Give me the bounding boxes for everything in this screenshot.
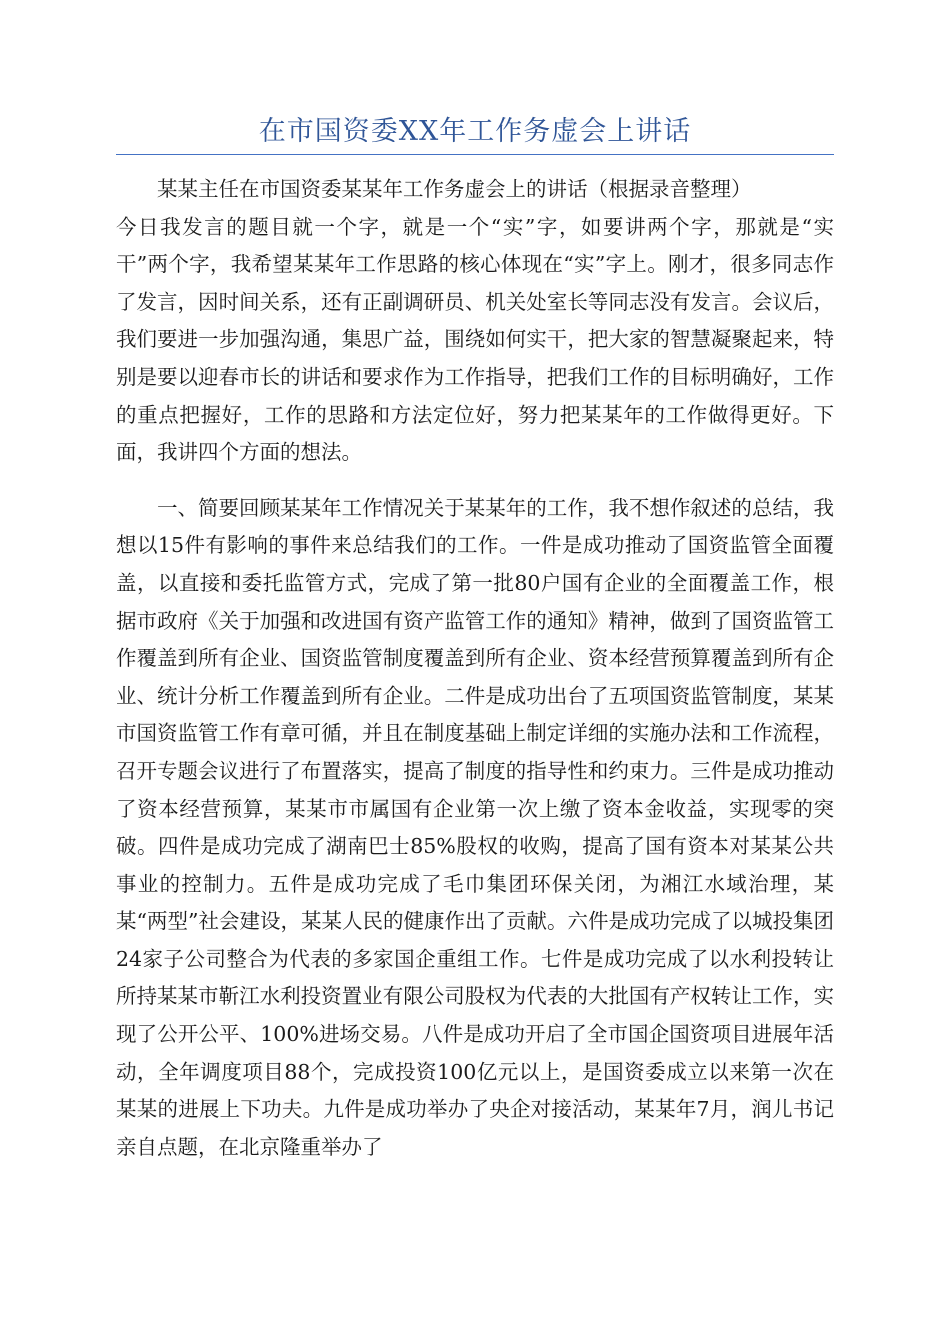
title-underline	[116, 154, 834, 155]
body-paragraph-heading: 某某主任在市国资委某某年工作务虚会上的讲话（根据录音整理）	[157, 177, 752, 201]
body-paragraph-intro: 今日我发言的题目就一个字，就是一个“实”字，如要讲两个字，那就是“实干”两个字，我希望某某年工作思路的核心体现在“实”字上。刚才，很多同志作了发言，因时间关系，还有正副调研员、机关处室长等同志没有发言。会议后，我们要进一步加强沟通，集思广益，围绕如何实干，把大家的智慧凝聚起来，特别是要以迎春市长的讲话和要求作为工作指导，把我们工作的目标明确好，工作的重点把握好，工作的思路和方法定位好，努力把某某年的工作做得更好。下面，我讲四个方面的想法。	[116, 214, 834, 465]
document-title: 在市国资委XX年工作务虚会上讲话	[258, 116, 692, 147]
body-paragraph-review: 一、简要回顾某某年工作情况关于某某年的工作，我不想作叙述的总结，我想以15件有影响的事件来总结我们的工作。一件是成功推动了国资监管全面覆盖，以直接和委托监管方式，完成了第一批80户国有企业的全面覆盖工作，根据市政府《关于加强和改进国有资产监管工作的通知》精神，做到了国资监管工作覆盖到所有企业、国资监管制度覆盖到所有企业、资本经营预算覆盖到所有企业、统计分析工作覆盖到所有企业。二件是成功出台了五项国资监管制度，某某市国资监管工作有章可循，并且在制度基础上制定详细的实施办法和工作流程，召开专题会议进行了布置落实，提高了制度的指导性和约束力。三件是成功推动了资本经营预算，某某市市属国有企业第一次上缴了资本金收益，实现零的突破。四件是成功完成了湖南巴士85%股权的收购，提高了国有资本对某某公共事业的控制力。五件是成功完成了毛巾集团环保关闭，为湘江水域治理，某某“两型”社会建设，某某人民的健康作出了贡献。六件是成功完成了以城投集团24家子公司整合为代表的多家国企重组工作。七件是成功完成了以水利投转让所持某某市靳江水利投资置业有限公司股权为代表的大批国有产权转让工作，实现了公开公平、100%进场交易。八件是成功开启了全市国企国资项目进展年活动，全年调度项目88个，完成投资100亿元以上，是国资委成立以来第一次在某某的进展上下功夫。九件是成功举办了央企对接活动，某某年7月，润儿书记亲自点题，在北京隆重举办了	[116, 495, 834, 1159]
document-body	[116, 171, 834, 1166]
